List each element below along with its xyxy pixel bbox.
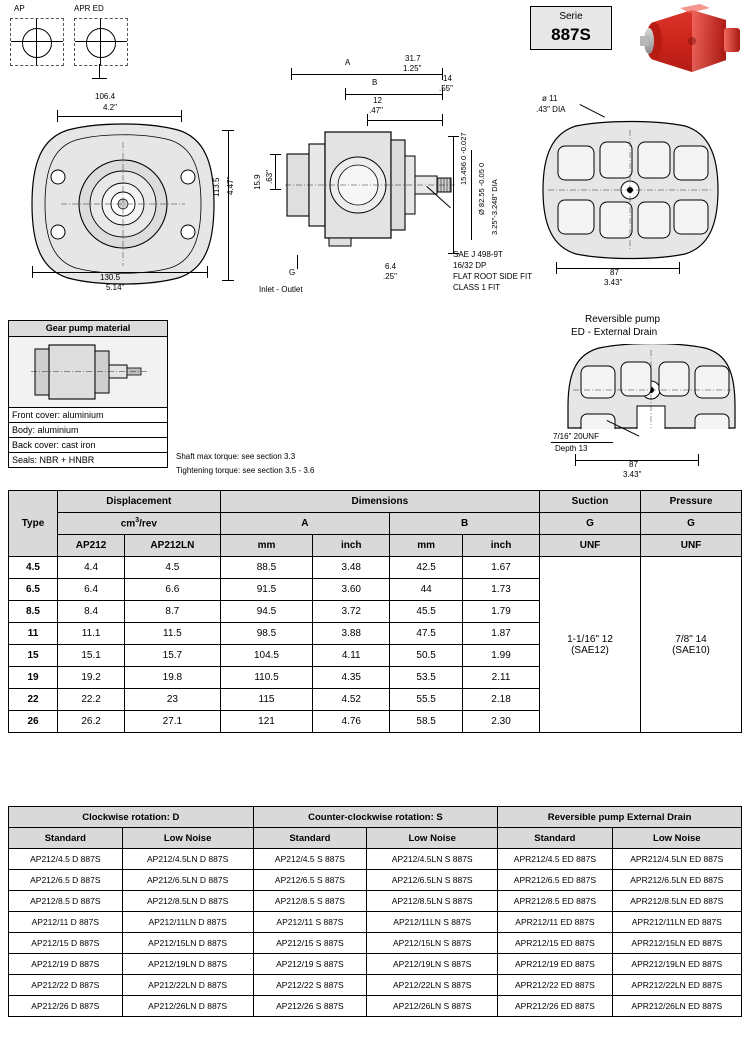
cell-b-mm: 47.5: [390, 623, 463, 645]
dim-82-55: Ø 82.55 -0.05 0: [477, 162, 486, 215]
table-row: [9, 870, 742, 891]
pump-circle-icon: [22, 28, 52, 58]
th-dim-a: A: [220, 513, 390, 535]
code-cell: AP212/11 D 887S: [9, 912, 123, 933]
dim-5-14in: 5.14": [106, 283, 125, 292]
drawing-rear-view: [520, 90, 735, 290]
th-pressure: Pressure: [641, 491, 742, 513]
material-row-front-cover: Front cover: aluminium: [8, 408, 168, 423]
cell-ap212ln: 23: [125, 689, 220, 711]
dim-0-25in: .25": [383, 272, 397, 281]
dim-rev-3-43in: 3.43": [623, 470, 642, 479]
material-title: Gear pump material: [8, 320, 168, 337]
code-cell: AP212/8.5 S 887S: [253, 891, 367, 912]
th-ln-d: Low Noise: [122, 828, 253, 849]
code-cell: AP212/11LN D 887S: [122, 912, 253, 933]
dim-14: 14: [443, 74, 452, 83]
cell-b-mm: 50.5: [390, 645, 463, 667]
code-cell: AP212/6.5 S 887S: [253, 870, 367, 891]
cell-b-mm: 53.5: [390, 667, 463, 689]
cell-ap212: 8.4: [58, 601, 125, 623]
dimension-table: [8, 490, 742, 733]
cell-b-inch: 2.11: [463, 667, 540, 689]
dim-106-4: 106.4: [95, 92, 116, 101]
spline-line-2: 16/32 DP: [453, 261, 487, 270]
cell-type: 8.5: [9, 601, 58, 623]
cell-type: 4.5: [9, 557, 58, 579]
code-cell: AP212/8.5 D 887S: [9, 891, 123, 912]
cell-ap212: 4.4: [58, 557, 125, 579]
cell-a-mm: 121: [220, 711, 313, 733]
code-cell: APR212/26 ED 887S: [498, 996, 612, 1017]
material-row-back-cover: Back cover: cast iron: [8, 438, 168, 453]
cell-b-inch: 1.87: [463, 623, 540, 645]
gear-pump-material-box: [8, 320, 168, 468]
th-type: Type: [9, 491, 58, 557]
code-cell: AP212/22 S 887S: [253, 975, 367, 996]
dim-G: G: [289, 268, 296, 277]
dim-4-2in: 4.2": [103, 103, 117, 112]
material-row-seals: Seals: NBR + HNBR: [8, 453, 168, 468]
cell-type: 22: [9, 689, 58, 711]
dim-4-47in: 4.47": [226, 176, 235, 195]
cell-a-inch: 4.11: [313, 645, 390, 667]
code-cell: AP212/15 D 887S: [9, 933, 123, 954]
reversible-title-2: ED - External Drain: [571, 327, 658, 338]
cell-ap212ln: 27.1: [125, 711, 220, 733]
cell-a-mm: 94.5: [220, 601, 313, 623]
cell-ap212ln: 8.7: [125, 601, 220, 623]
th-b-inch: inch: [463, 535, 540, 557]
code-cell: APR212/6.5LN ED 887S: [612, 870, 741, 891]
cell-a-inch: 4.52: [313, 689, 390, 711]
th-ln-s: Low Noise: [367, 828, 498, 849]
cell-b-mm: 58.5: [390, 711, 463, 733]
th-a-inch: inch: [313, 535, 390, 557]
cell-b-mm: 44: [390, 579, 463, 601]
drawing-front-view: [20, 92, 250, 292]
pump-circle-icon-2: [86, 28, 116, 58]
serie-badge: [530, 6, 612, 50]
dim-0-43in-dia: .43" DIA: [536, 105, 566, 114]
cell-a-mm: 88.5: [220, 557, 313, 579]
reversible-title-1: Reversible pump: [585, 314, 661, 325]
code-cell: APR212/22 ED 887S: [498, 975, 612, 996]
code-cell: AP212/26LN S 887S: [367, 996, 498, 1017]
th-std-ed: Standard: [498, 828, 612, 849]
dim-depth-13: Depth 13: [555, 444, 588, 453]
code-cell: AP212/11LN S 887S: [367, 912, 498, 933]
material-illustration: [8, 337, 168, 408]
dim-0-55in: .55": [439, 84, 453, 93]
cell-b-inch: 2.18: [463, 689, 540, 711]
code-cell: AP212/15LN S 887S: [367, 933, 498, 954]
table-row: [9, 891, 742, 912]
code-cell: AP212/11 S 887S: [253, 912, 367, 933]
cell-b-inch: 2.30: [463, 711, 540, 733]
cell-b-inch: 1.99: [463, 645, 540, 667]
code-cell: AP212/26 S 887S: [253, 996, 367, 1017]
note-shaft-torque: Shaft max torque: see section 3.3: [176, 452, 296, 461]
code-cell: AP212/26LN D 887S: [122, 996, 253, 1017]
cell-type: 19: [9, 667, 58, 689]
th-std-d: Standard: [9, 828, 123, 849]
code-cell: AP212/6.5LN D 887S: [122, 870, 253, 891]
symbol-label-ap: AP: [14, 4, 25, 13]
label-inlet-outlet: Inlet - Outlet: [259, 285, 303, 294]
th-std-s: Standard: [253, 828, 367, 849]
table-row: [9, 975, 742, 996]
cell-a-inch: 4.35: [313, 667, 390, 689]
code-cell: AP212/15LN D 887S: [122, 933, 253, 954]
th-ap212ln: AP212LN: [125, 535, 220, 557]
dim-113-5: 113.5: [212, 177, 221, 197]
suction-line-2: (SAE12): [571, 644, 609, 656]
cell-ap212ln: 15.7: [125, 645, 220, 667]
table-row: [9, 557, 742, 579]
code-cell: APR212/15 ED 887S: [498, 933, 612, 954]
code-cell: APR212/22LN ED 887S: [612, 975, 741, 996]
dim-12: 12: [373, 96, 382, 105]
cell-a-mm: 91.5: [220, 579, 313, 601]
th-pressure-unf: UNF: [641, 535, 742, 557]
cell-type: 6.5: [9, 579, 58, 601]
th-counter-clockwise: Counter-clockwise rotation: S: [253, 807, 498, 828]
symbol-label-apred: APR ED: [74, 4, 104, 13]
symbol-box-apred: [74, 18, 128, 66]
dim-dia-11: ø 11: [542, 94, 558, 103]
cell-a-inch: 3.60: [313, 579, 390, 601]
dim-3-25in-dia: 3.25"-3.248" DIA: [490, 179, 499, 235]
cell-b-mm: 55.5: [390, 689, 463, 711]
th-suction-unf: UNF: [540, 535, 641, 557]
cell-b-mm: 42.5: [390, 557, 463, 579]
th-displacement-label: Displacement: [106, 496, 172, 507]
cell-b-inch: 1.67: [463, 557, 540, 579]
dim-A-label: A: [345, 58, 351, 67]
code-cell: AP212/4.5LN S 887S: [367, 849, 498, 870]
code-cell: AP212/19 D 887S: [9, 954, 123, 975]
code-cell: AP212/8.5LN D 887S: [122, 891, 253, 912]
dim-130-5: 130.5: [100, 273, 121, 282]
spline-line-1: SAE J 498-9T: [453, 250, 503, 259]
code-cell: AP212/8.5LN S 887S: [367, 891, 498, 912]
code-cell: AP212/19LN D 887S: [122, 954, 253, 975]
pump-photo: [640, 2, 745, 80]
suction-line-1: 1-1/16" 12: [567, 633, 613, 645]
drawing-side-view: [245, 50, 533, 305]
th-reversible: Reversible pump External Drain: [498, 807, 742, 828]
code-cell: AP212/6.5 D 887S: [9, 870, 123, 891]
th-clockwise: Clockwise rotation: D: [9, 807, 254, 828]
ordering-code-table: [8, 806, 742, 1017]
code-cell: APR212/11LN ED 887S: [612, 912, 741, 933]
material-row-body: Body: aluminium: [8, 423, 168, 438]
code-cell: APR212/4.5LN ED 887S: [612, 849, 741, 870]
dim-6-4: 6.4: [385, 262, 397, 271]
cell-a-inch: 3.88: [313, 623, 390, 645]
table-row: [9, 933, 742, 954]
table-row: [9, 954, 742, 975]
dim-15-456: 15.456 0 -0.027: [459, 132, 468, 185]
cell-a-mm: 115: [220, 689, 313, 711]
code-cell: AP212/22LN S 887S: [367, 975, 498, 996]
code-cell: AP212/6.5LN S 887S: [367, 870, 498, 891]
symbol-box-ap: [10, 18, 64, 66]
cell-suction-value: [540, 557, 641, 733]
dim-rev-87: 87: [629, 460, 638, 469]
cell-ap212ln: 19.8: [125, 667, 220, 689]
cell-a-mm: 104.5: [220, 645, 313, 667]
pressure-line-1: 7/8" 14: [675, 633, 707, 645]
cell-ap212: 15.1: [58, 645, 125, 667]
th-suction: Suction: [540, 491, 641, 513]
note-tightening-torque: Tightening torque: see section 3.5 - 3.6: [176, 466, 315, 475]
th-displacement-unit: $cm^3$/rev: [58, 513, 221, 535]
dim-15-9: 15.9: [253, 174, 262, 190]
cell-b-inch: 1.73: [463, 579, 540, 601]
table-row: [9, 912, 742, 933]
dim-31-7: 31.7: [405, 54, 421, 63]
dim-87: 87: [610, 268, 619, 277]
code-cell: APR212/19LN ED 887S: [612, 954, 741, 975]
cell-type: 11: [9, 623, 58, 645]
th-suction-g: G: [540, 513, 641, 535]
cell-a-mm: 98.5: [220, 623, 313, 645]
code-cell: AP212/4.5 D 887S: [9, 849, 123, 870]
dim-3-43in: 3.43": [604, 278, 623, 287]
th-dimensions: Dimensions: [220, 491, 539, 513]
th-ap212: AP212: [58, 535, 125, 557]
spline-line-4: CLASS 1 FIT: [453, 283, 501, 292]
th-displacement: [58, 491, 221, 513]
code-cell: APR212/11 ED 887S: [498, 912, 612, 933]
code-cell: APR212/6.5 ED 887S: [498, 870, 612, 891]
hydraulic-symbols: [6, 4, 146, 74]
code-cell: AP212/26 D 887S: [9, 996, 123, 1017]
table-row: [9, 849, 742, 870]
dim-1-25in: 1.25": [403, 64, 422, 73]
code-cell: APR212/8.5LN ED 887S: [612, 891, 741, 912]
cell-ap212ln: 6.6: [125, 579, 220, 601]
serie-label: Serie: [559, 11, 583, 22]
cell-ap212: 19.2: [58, 667, 125, 689]
spline-line-3: FLAT ROOT SIDE FIT: [453, 272, 533, 281]
th-dim-b: B: [390, 513, 540, 535]
th-b-mm: mm: [390, 535, 463, 557]
cell-type: 26: [9, 711, 58, 733]
cell-ap212ln: 11.5: [125, 623, 220, 645]
code-cell: APR212/26LN ED 887S: [612, 996, 741, 1017]
th-a-mm: mm: [220, 535, 313, 557]
cell-a-inch: 3.48: [313, 557, 390, 579]
cell-a-inch: 3.72: [313, 601, 390, 623]
drawing-reversible-pump: [545, 314, 745, 480]
dim-0-47in: .47": [369, 106, 383, 115]
dim-716-20unf: 7/16" 20UNF: [553, 432, 599, 441]
cell-b-inch: 1.79: [463, 601, 540, 623]
pressure-line-2: (SAE10): [672, 644, 710, 656]
cell-ap212: 11.1: [58, 623, 125, 645]
cell-pressure-value: [641, 557, 742, 733]
code-cell: AP212/4.5LN D 887S: [122, 849, 253, 870]
dim-B-label: B: [372, 78, 378, 87]
code-cell: AP212/22LN D 887S: [122, 975, 253, 996]
code-cell: AP212/19LN S 887S: [367, 954, 498, 975]
cell-ap212ln: 4.5: [125, 557, 220, 579]
serie-value: 887S: [551, 25, 591, 44]
code-cell: AP212/15 S 887S: [253, 933, 367, 954]
cell-a-mm: 110.5: [220, 667, 313, 689]
cell-ap212: 22.2: [58, 689, 125, 711]
cell-b-mm: 45.5: [390, 601, 463, 623]
code-cell: APR212/15LN ED 887S: [612, 933, 741, 954]
dim-0-63in: .63": [265, 170, 274, 184]
table-row: [9, 996, 742, 1017]
code-cell: APR212/8.5 ED 887S: [498, 891, 612, 912]
th-ln-ed: Low Noise: [612, 828, 741, 849]
cell-ap212: 26.2: [58, 711, 125, 733]
cell-type: 15: [9, 645, 58, 667]
cell-a-inch: 4.76: [313, 711, 390, 733]
code-cell: AP212/22 D 887S: [9, 975, 123, 996]
code-cell: APR212/4.5 ED 887S: [498, 849, 612, 870]
th-pressure-g: G: [641, 513, 742, 535]
cell-ap212: 6.4: [58, 579, 125, 601]
code-cell: APR212/19 ED 887S: [498, 954, 612, 975]
code-cell: AP212/19 S 887S: [253, 954, 367, 975]
code-cell: AP212/4.5 S 887S: [253, 849, 367, 870]
